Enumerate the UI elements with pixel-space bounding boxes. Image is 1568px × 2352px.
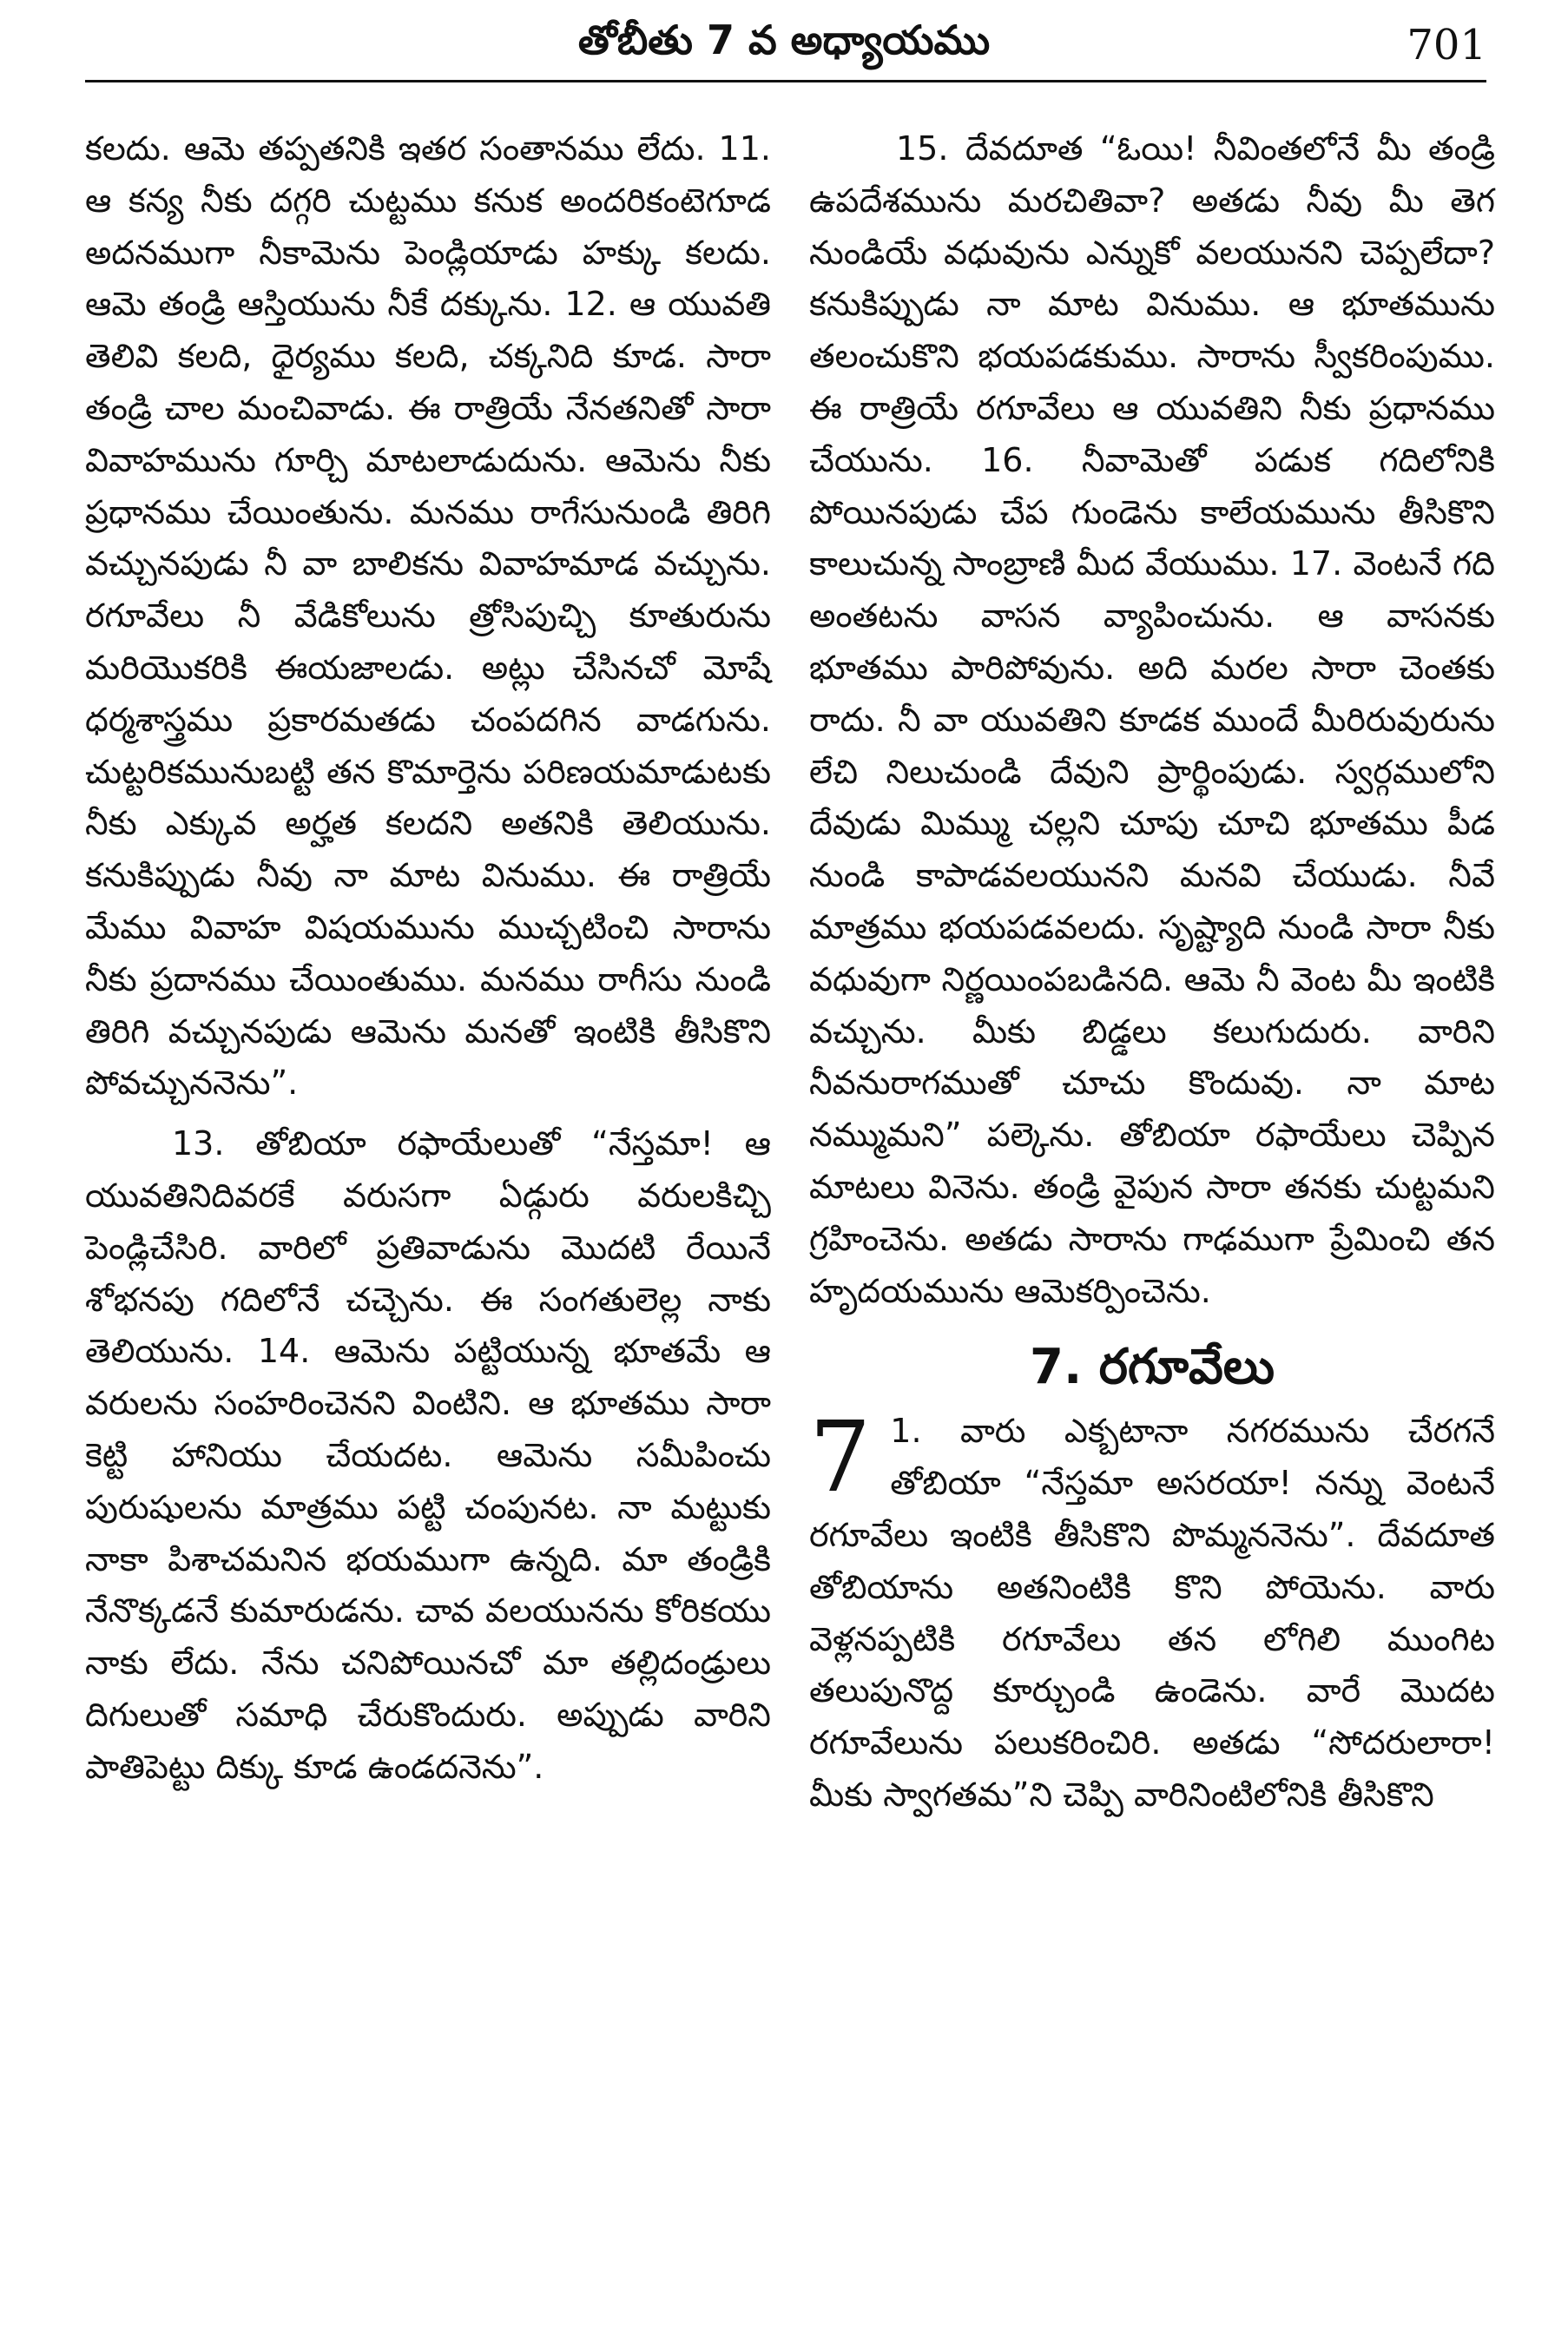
right-column <box>809 123 1495 1822</box>
page-number: 701 <box>1407 21 1486 69</box>
chapter-paragraph <box>809 1401 1495 1821</box>
section-heading: 7. రగూవేలు <box>1030 1339 1275 1396</box>
header-rule <box>85 80 1486 82</box>
body-paragraph: కలదు. ఆమె తప్పతనికి ఇతర సంతానము లేదు. 11. ఆ కన్య నీకు దగ్గరి చుట్టము కనుక అందరికంటెగూడ అదనముగా నీకామెను పెండ్లియాడు హక్కు కలదు. ఆమె తండ్రి ఆస్తియును నీకే దక్కును. 12. ఆ యువతి తెలివి కలది, ధైర్యము కలది, చక్కనిది కూడ. సారా తండ్రి చాల మంచివాడు. ఈ రాత్రియే నేనతనితో సారా వివాహమును గూర్చి మాటలాడుదును. ఆమెను నీకు ప్రధానము చేయింతును. మనము రాగేసునుండి తిరిగి వచ్చునపుడు నీ వా బాలికను వివాహమాడ వచ్చును. రగూవేలు నీ వేడికోలును త్రోసిపుచ్చి కూతురును మరియొకరికి ఈయజాలడు. అట్లు చేసినచో మోషే ధర్మశాస్త్రము ప్రకారమతడు చంపదగిన వాడగును. చుట్టరికమునుబట్టి తన కొమార్తెను పరిణయమాడుటకు నీకు ఎక్కువ అర్హత కలదని అతనికి తెలియును. కనుకిప్పుడు నీవు నా మాట వినుము. ఈ రాత్రియే మేము వివాహ విషయమును ముచ్చటించి సారాను నీకు ప్రదానము చేయింతుము. మనము రాగీసు నుండి తిరిగి వచ్చునపుడు ఆమెను మనతో ఇంటికి తీసికొని పోవచ్చుననెను”. <box>85 129 771 1103</box>
running-header-title: తోబీతు 7 వ అధ్యాయము <box>577 16 991 63</box>
body-paragraph: 13. తోబియా రఫాయేలుతో “నేస్తమా! ఆ యువతినిదివరకే వరుసగా ఏడ్గురు వరులకిచ్చి పెండ్లిచేసిరి. వారిలో ప్రతివాడును మొదటి రేయినే శోభనపు గదిలోనే చచ్చెను. ఈ సంగతులెల్ల నాకు తెలియును. 14. ఆమెను పట్టియున్న భూతమే ఆ వరులను సంహరించెనని వింటిని. ఆ భూతము సారా కెట్టి హానియు చేయదట. ఆమెను సమీపించు పురుషులను మాత్రము పట్టి చంపునట. నా మట్టుకు నాకా పిశాచమనిన భయముగా ఉన్నది. మా తండ్రికి నేనొక్కడనే కుమారుడను. చావ వలయునను కోరికయు నాకు లేదు. నేను చనిపోయినచో మా తల్లిదండ్రులు దిగులుతో సమాధి చేరుకొందురు. అప్పుడు వారిని పాతిపెట్టు దిక్కు కూడ ఉండదనెను”. <box>85 1124 771 1786</box>
chapter-drop-cap: 7 <box>809 1401 872 1515</box>
body-paragraph: 15. దేవదూత “ఓయి! నీవింతలోనే మీ తండ్రి ఉపదేశమును మరచితివా? అతడు నీవు మీ తెగ నుండియే వధువును ఎన్నుకో వలయునని చెప్పలేదా? కనుకిప్పుడు నా మాట వినుము. ఆ భూతమును తలంచుకొని భయపడకుము. సారాను స్వీకరింపుము. ఈ రాత్రియే రగూవేలు ఆ యువతిని నీకు ప్రధానము చేయును. 16. నీవామెతో పడుక గదిలోనికి పోయినపుడు చేప గుండెను కాలేయమును తీసికొని కాలుచున్న సాంబ్రాణి మీద వేయుము. 17. వెంటనే గది అంతటను వాసన వ్యాపించును. ఆ వాసనకు భూతము పారిపోవును. అది మరల సారా చెంతకు రాదు. నీ వా యువతిని కూడక ముందే మీరిరువురును లేచి నిలుచుండి దేవుని ప్రార్థింపుడు. స్వర్గములోని దేవుడు మిమ్ము చల్లని చూపు చూచి భూతము పీడ నుండి కాపాడవలయునని మనవి చేయుడు. నీవే మాత్రము భయపడవలదు. సృష్ట్యాది నుండి సారా నీకు వధువుగా నిర్ణయింపబడినది. ఆమె నీ వెంట మీ ఇంటికి వచ్చును. మీకు బిడ్డలు కలుగుదురు. వారిని నీవనురాగముతో చూచు కొందువు. నా మాట నమ్ముమని” పల్కెను. తోబియా రఫాయేలు చెప్పిన మాటలు వినెను. తండ్రి వైపున సారా తనకు చుట్టమని గ్రహించెను. అతడు సారాను గాఢముగా ప్రేమించి తన హృదయమును ఆమెకర్పించెను. <box>809 129 1495 1310</box>
chapter-paragraph-text: 1. వారు ఎక్బటానా నగరమును చేరగనే తోబియా “నేస్తమా అసరయా! నన్ను వెంటనే రగూవేలు ఇంటికి తీసికొని పొమ్మననెను”. దేవదూత తోబియాను అతనింటికి కొని పోయెను. వారు వెళ్లనప్పటికి రగూవేలు తన లోగిలి ముంగిట తలుపునొద్ద కూర్చుండి ఉండెను. వారే మొదట రగూవేలును పలుకరించిరి. అతడు “సోదరులారా! మీకు స్వాగతమ”ని చెప్పి వారినింటిలోనికి తీసికొని <box>809 1412 1495 1814</box>
left-column <box>85 123 771 1794</box>
